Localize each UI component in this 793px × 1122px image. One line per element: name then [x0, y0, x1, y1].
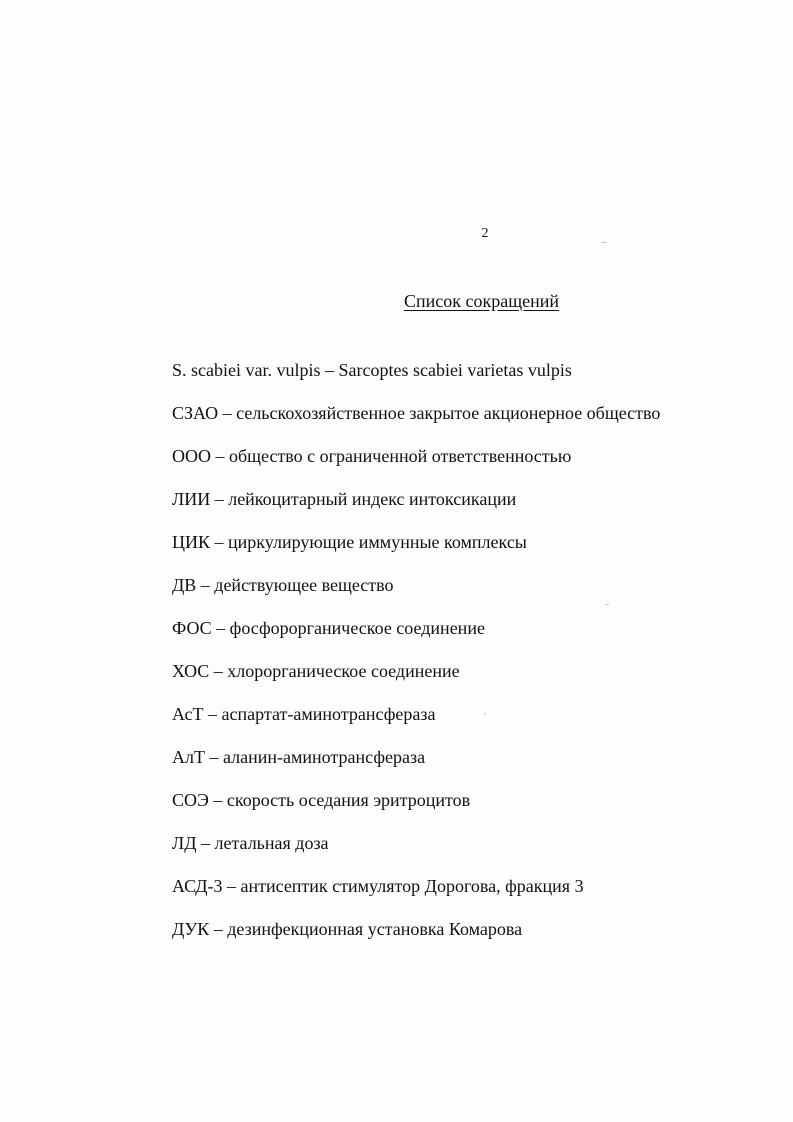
list-item: ХОС – хлорорганическое соединение: [172, 661, 460, 681]
list-item: ООО – общество с ограниченной ответственностью: [172, 446, 572, 466]
list-item: ЦИК – циркулирующие иммунные комплексы: [172, 532, 527, 552]
scan-speck: [601, 242, 607, 243]
list-item: S. scabiei var. vulpis – Sarcoptes scabiei varietas vulpis: [172, 360, 572, 380]
list-item: АлТ – аланин-аминотрансфераза: [172, 747, 426, 767]
list-item: ЛД – летальная доза: [172, 833, 329, 853]
scan-speck: [484, 713, 486, 715]
list-item: ФОС – фосфорорганическое соединение: [172, 618, 485, 638]
list-item: СЗАО – сельскохозяйственное закрытое акционерное общество: [172, 403, 661, 423]
list-item: ЛИИ – лейкоцитарный индекс интоксикации: [172, 489, 517, 509]
abbreviation-list: [172, 358, 752, 960]
list-item: ДВ – действующее вещество: [172, 575, 394, 595]
page-title: Список сокращений: [404, 291, 559, 311]
scan-speck: [605, 604, 609, 605]
list-item: АСД-3 – антисептик стимулятор Дорогова, фракция 3: [172, 876, 584, 896]
list-item: ДУК – дезинфекционная установка Комарова: [172, 919, 523, 939]
list-item: АсТ – аспартат-аминотрансфераза: [172, 704, 436, 724]
page-number: 2: [481, 226, 489, 241]
list-item: СОЭ – скорость оседания эритроцитов: [172, 790, 471, 810]
